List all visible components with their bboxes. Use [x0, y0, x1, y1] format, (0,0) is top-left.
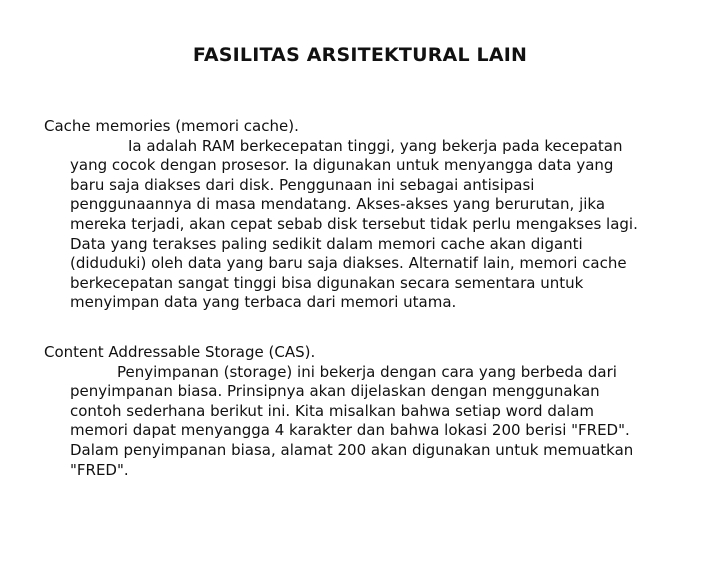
- body-line: Dalam penyimpanan biasa, alamat 200 akan digunakan untuk memuatkan: [70, 440, 634, 459]
- body-line: "FRED".: [70, 460, 129, 479]
- body-line: berkecepatan sangat tinggi bisa digunakan secara sementara untuk: [70, 273, 584, 292]
- section-term: Content Addressable Storage: [44, 343, 264, 361]
- body-line: (diduduki) oleh data yang baru saja diakses. Alternatif lain, memori cache: [70, 254, 627, 273]
- body-line: menyimpan data yang terbaca dari memori utama.: [70, 293, 457, 312]
- section-body: [70, 137, 682, 313]
- body-line: contoh sederhana berikut ini. Kita misalkan bahwa setiap word dalam: [70, 401, 595, 420]
- body-line: Data yang terakses paling sedikit dalam memori cache akan diganti: [70, 234, 583, 253]
- body-line: penggunaannya di masa mendatang. Akses-akses yang berurutan, jika: [70, 195, 606, 214]
- section-heading: [44, 343, 684, 363]
- section-term-note: (CAS).: [263, 343, 316, 361]
- section-heading: [44, 117, 684, 137]
- body-line: penyimpanan biasa. Prinsipnya akan dijelaskan dengan menggunakan: [70, 382, 600, 401]
- section-content-addressable-storage: [44, 343, 684, 480]
- body-line: memori dapat menyangga 4 karakter dan bahwa lokasi 200 berisi "FRED".: [70, 421, 630, 440]
- section-term: Cache memories: [44, 117, 171, 135]
- section-term-note: (memori cache).: [170, 117, 299, 135]
- body-line: yang cocok dengan prosesor. Ia digunakan untuk menyangga data yang: [70, 156, 614, 175]
- body-line: baru saja diakses dari disk. Penggunaan ini sebagai antisipasi: [70, 175, 535, 194]
- section-body: [70, 363, 682, 481]
- body-line: Ia adalah RAM berkecepatan tinggi, yang bekerja pada kecepatan: [128, 136, 623, 155]
- body-line: Penyimpanan (storage) ini bekerja dengan cara yang berbeda dari: [117, 362, 617, 381]
- slide-title: FASILITAS ARSITEKTURAL LAIN: [192, 44, 528, 66]
- section-cache-memories: [44, 117, 684, 313]
- body-line: mereka terjadi, akan cepat sebab disk tersebut tidak perlu mengakses lagi.: [70, 214, 638, 233]
